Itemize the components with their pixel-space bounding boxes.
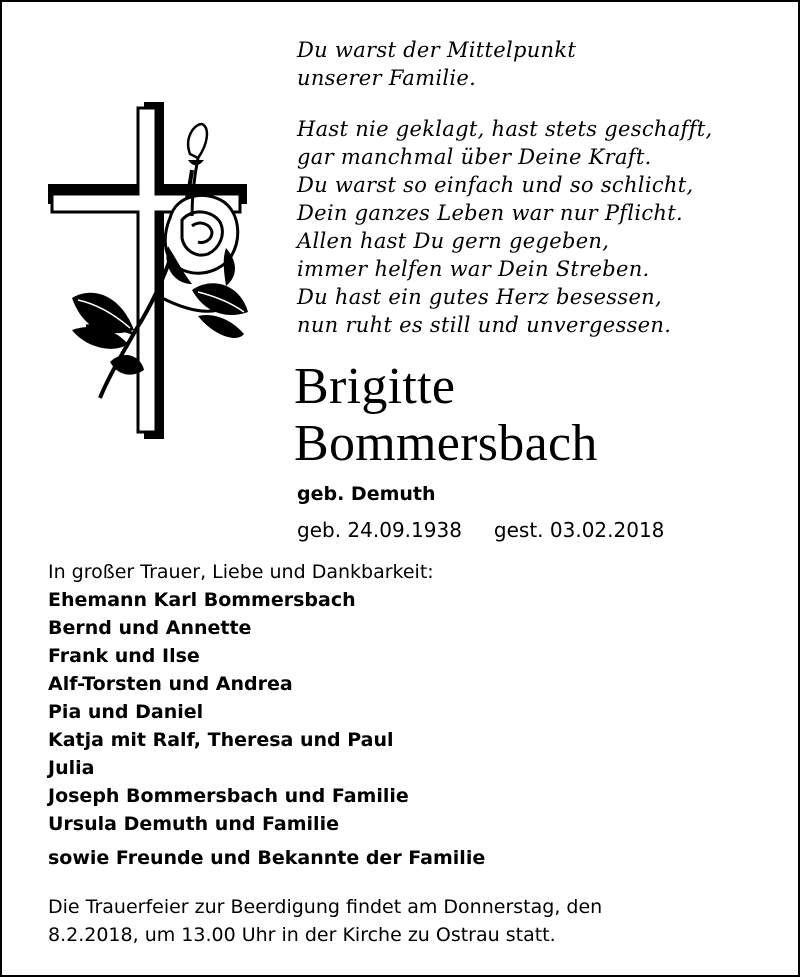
death-date: gest. 03.02.2018 [493, 518, 665, 542]
first-name: Brigitte [294, 358, 456, 415]
mourner-name: Alf-Torsten und Andrea [48, 673, 293, 695]
poem-stanza-2 [297, 115, 777, 339]
poem-line: Du warst so einfach und so schlicht, [297, 173, 694, 197]
last-name: Bommersbach [294, 415, 598, 472]
life-dates [297, 516, 664, 544]
poem-line: immer helfen war Dein Streben. [297, 257, 650, 281]
mourner-name: Bernd und Annette [48, 617, 252, 639]
mourners-section [48, 558, 768, 872]
funeral-notice [48, 893, 768, 949]
friends-line: sowie Freunde und Bekannte der Familie [48, 847, 486, 869]
poem-line: Du warst der Mittelpunkt [297, 38, 577, 62]
mourner-name: Frank und Ilse [48, 645, 200, 667]
poem-line: Hast nie geklagt, hast stets geschafft, [297, 117, 713, 141]
mourner-name: Ehemann Karl Bommersbach [48, 589, 356, 611]
poem-stanza-1 [297, 36, 777, 92]
funeral-line: Die Trauerfeier zur Beerdigung findet am Donnerstag, den [48, 896, 603, 918]
poem-line: Du hast ein gutes Herz besessen, [297, 285, 662, 309]
mourner-name: Katja mit Ralf, Theresa und Paul [48, 729, 394, 751]
mourners-intro: In großer Trauer, Liebe und Dankbarkeit: [48, 561, 434, 583]
poem-line: gar manchmal über Deine Kraft. [297, 145, 652, 169]
funeral-line: 8.2.2018, um 13.00 Uhr in der Kirche zu Ostrau statt. [48, 924, 556, 946]
mourner-name: Joseph Bommersbach und Familie [48, 785, 409, 807]
mourner-name: Pia und Daniel [48, 701, 204, 723]
cross-with-rose-icon [42, 98, 257, 443]
mourner-name: Ursula Demuth und Familie [48, 813, 339, 835]
poem-line: Dein ganzes Leben war nur Pflicht. [297, 201, 683, 225]
deceased-name [294, 358, 598, 472]
poem [297, 36, 777, 339]
poem-line: unserer Familie. [297, 66, 477, 90]
poem-line: nun ruht es still und unvergessen. [297, 313, 672, 337]
maiden-name: geb. Demuth [297, 483, 436, 505]
poem-line: Allen hast Du gern gegeben, [297, 229, 610, 253]
birth-date: geb. 24.09.1938 [297, 518, 462, 542]
mourner-name: Julia [48, 757, 95, 779]
